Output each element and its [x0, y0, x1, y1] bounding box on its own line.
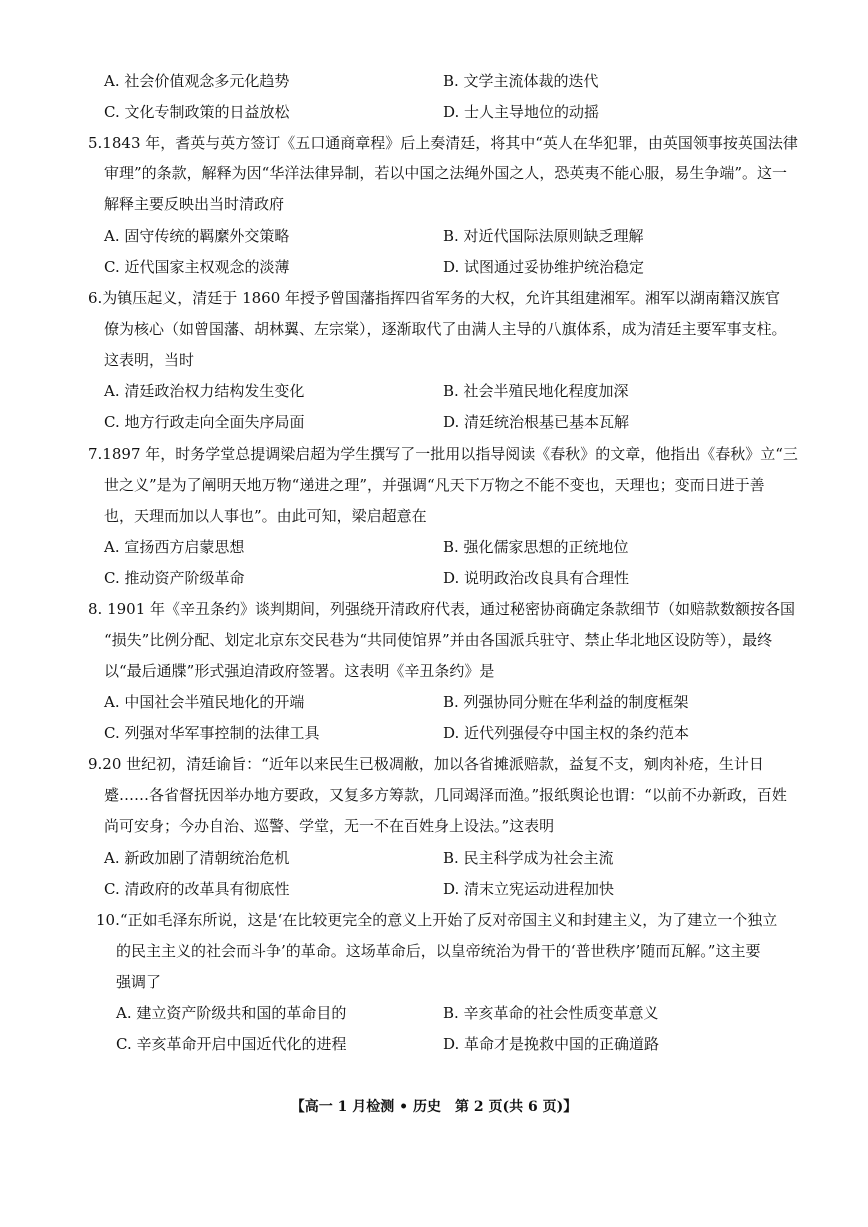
- question-6-stem-line-1: 6.为镇压起义，清廷于 1860 年授予曾国藩指挥四省军务的大权，允许其组建湘军。湘军以湖南籍汉族官: [88, 289, 781, 307]
- question-9-stem-line-1: 9.20 世纪初，清廷谕旨：“近年以来民生已极凋敝，加以各省摊派赔款，益复不支，剜肉补疮，生计日: [88, 755, 764, 773]
- option-d: D. 试图通过妥协维护统治稳定: [443, 258, 645, 276]
- question-10-stem-line-3: 强调了: [116, 973, 162, 991]
- option-a: A. 固守传统的羁縻外交策略: [104, 227, 290, 245]
- question-5-stem-line-2: 审理”的条款，解释为因“华洋法律异制，若以中国之法绳外国之人，恐英夷不能心服，易生争端”。这一: [104, 164, 788, 182]
- option-b: B. 文学主流体裁的迭代: [443, 72, 599, 90]
- question-7-stem-line-2: 世之义”是为了阐明天地万物“递进之理”，并强调“凡天下万物之不能不变也，天理也；变而日进于善: [104, 476, 765, 494]
- question-6-stem-line-3: 这表明，当时: [104, 351, 195, 369]
- question-8-stem-line-1: 8. 1901 年《辛丑条约》谈判期间，列强绕开清政府代表，通过秘密协商确定条款细节（如赔款数额按各国: [88, 600, 796, 618]
- option-d: D. 说明政治改良具有合理性: [443, 569, 630, 587]
- option-a: A. 社会价值观念多元化趋势: [104, 72, 290, 90]
- option-d: D. 士人主导地位的动摇: [443, 103, 600, 121]
- option-c: C. 地方行政走向全面失序局面: [104, 413, 305, 431]
- question-10-stem-line-1: 10.“正如毛泽东所说，这是‘在比较更完全的意义上开始了反对帝国主义和封建主义，为了建立一个独立: [96, 911, 778, 929]
- option-a: A. 新政加剧了清朝统治危机: [104, 849, 290, 867]
- option-b: B. 辛亥革命的社会性质变革意义: [443, 1004, 659, 1022]
- option-b: B. 对近代国际法原则缺乏理解: [443, 227, 644, 245]
- option-c: C. 近代国家主权观念的淡薄: [104, 258, 290, 276]
- option-b: B. 列强协同分赃在华利益的制度框架: [443, 693, 689, 711]
- option-a: A. 清廷政治权力结构发生变化: [104, 382, 305, 400]
- option-c: C. 文化专制政策的日益放松: [104, 103, 290, 121]
- question-10-stem-line-2: 的民主主义的社会而斗争’的革命。这场革命后，以皇帝统治为骨干的‘普世秩序’随而瓦解。”这主要: [116, 942, 761, 960]
- question-8-stem-line-3: 以“最后通牒”形式强迫清政府签署。这表明《辛丑条约》是: [104, 662, 495, 680]
- question-9-stem-line-3: 尚可安身；今办自治、巡警、学堂，无一不在百姓身上设法。”这表明: [104, 817, 555, 835]
- option-b: B. 民主科学成为社会主流: [443, 849, 614, 867]
- question-6-stem-line-2: 僚为核心（如曾国藩、胡林翼、左宗棠），逐渐取代了由满人主导的八旗体系，成为清廷主要军事支柱。: [104, 320, 787, 338]
- option-d: D. 革命才是挽救中国的正确道路: [443, 1035, 660, 1053]
- option-a: A. 建立资产阶级共和国的革命目的: [116, 1004, 347, 1022]
- option-d: D. 清廷统治根基已基本瓦解: [443, 413, 630, 431]
- option-b: B. 社会半殖民地化程度加深: [443, 382, 629, 400]
- option-d: D. 清末立宪运动进程加快: [443, 880, 615, 898]
- option-d: D. 近代列强侵夺中国主权的条约范本: [443, 724, 690, 742]
- option-c: C. 列强对华军事控制的法律工具: [104, 724, 320, 742]
- question-5-stem-line-3: 解释主要反映出当时清政府: [104, 195, 285, 213]
- question-9-stem-line-2: 蹙……各省督抚因举办地方要政，又复多方筹款，几同竭泽而渔。”报纸舆论也谓：“以前不办新政，百姓: [104, 786, 787, 804]
- question-8-stem-line-2: “损失”比例分配、划定北京东交民巷为“共同使馆界”并由各国派兵驻守、禁止华北地区设防等），最终: [104, 631, 773, 649]
- question-5-stem-line-1: 5.1843 年，耆英与英方签订《五口通商章程》后上奏清廷，将其中“英人在华犯罪，由英国领事按英国法律: [88, 134, 798, 152]
- option-c: C. 推动资产阶级革命: [104, 569, 245, 587]
- option-c: C. 清政府的改革具有彻底性: [104, 880, 290, 898]
- option-c: C. 辛亥革命开启中国近代化的进程: [116, 1035, 347, 1053]
- question-7-stem-line-3: 也，天理而加以人事也”。由此可知，梁启超意在: [104, 507, 427, 525]
- option-b: B. 强化儒家思想的正统地位: [443, 538, 629, 556]
- option-a: A. 中国社会半殖民地化的开端: [104, 693, 305, 711]
- question-7-stem-line-1: 7.1897 年，时务学堂总提调梁启超为学生撰写了一批用以指导阅读《春秋》的文章，他指出《春秋》立“三: [88, 445, 798, 463]
- option-a: A. 宣扬西方启蒙思想: [104, 538, 245, 556]
- page-footer: 【高一 1 月检测 • 历史 第 2 页(共 6 页)】: [290, 1099, 578, 1115]
